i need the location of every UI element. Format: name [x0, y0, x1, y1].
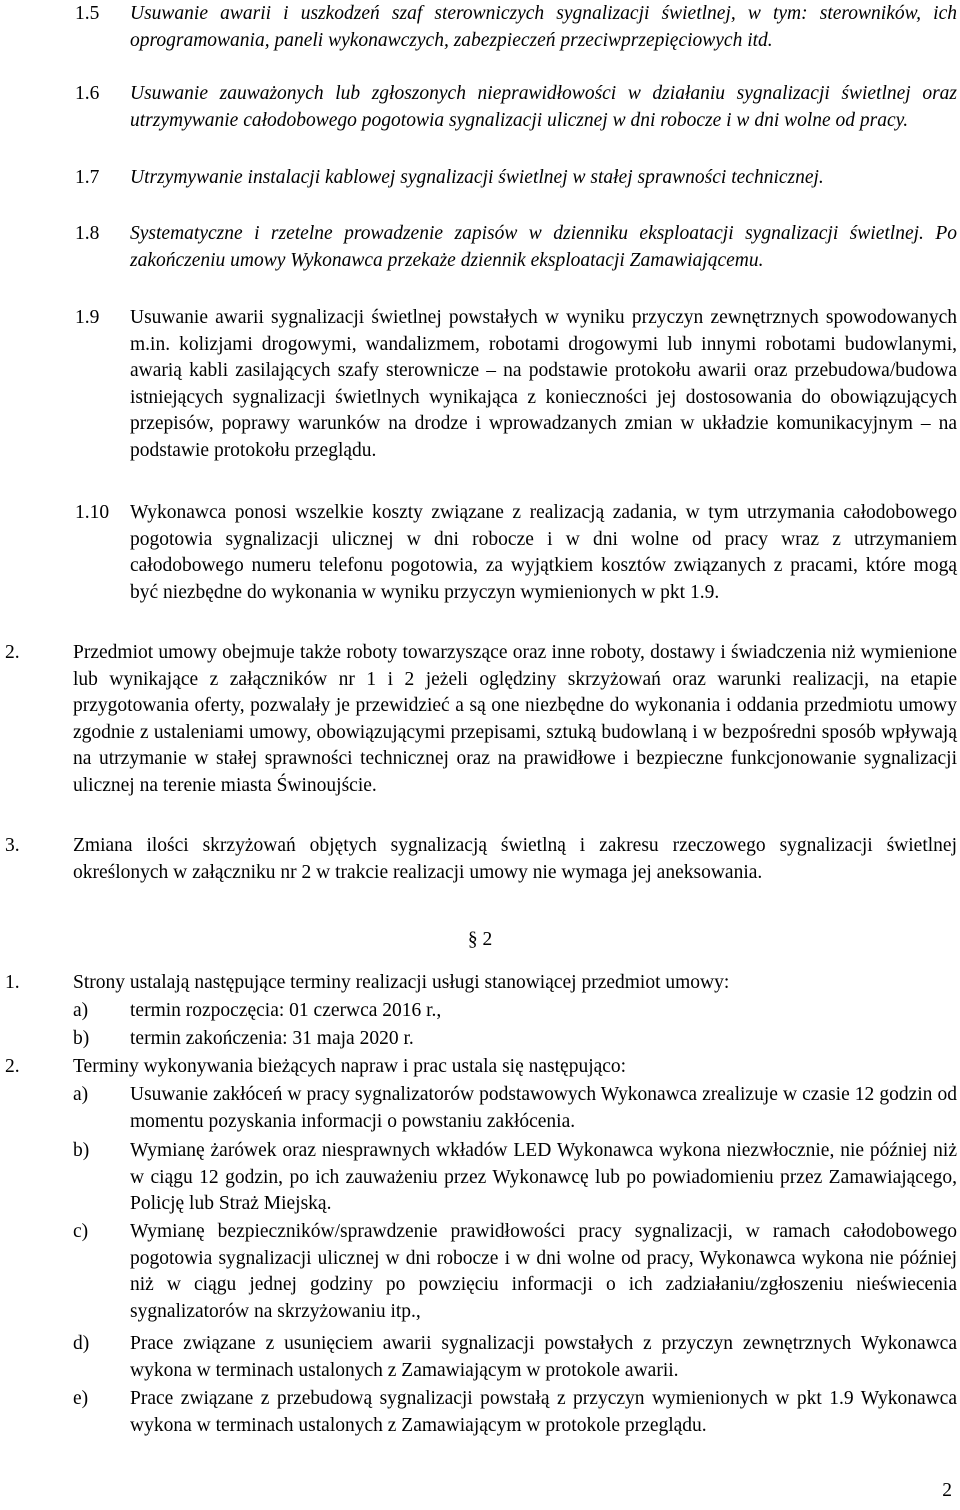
- item-text: Wymianę bezpieczników/sprawdzenie prawidłowości pracy sygnalizacji, w ramach całodobowego pogotowia sygnalizacji ulicznej w dni robocze i w dni wolne od pracy, Wykonawca wykona nie później niż w ciągu jednej godziny po powzięciu informacji o ich zadziałaniu/zgłoszeniu nieświecenia sygnalizatorów na skrzyżowaniu itp.,: [130, 1221, 957, 1322]
- paragraph-number: 2.: [5, 1056, 20, 1077]
- item-text: Wykonawca ponosi wszelkie koszty związane z realizacją zadania, w tym utrzymania całodobowego pogotowia sygnalizacji ulicznej w dni robocze i w dni wolne od pracy wraz z utrzymaniem całodobowego numeru telefonu pogotowia, za wyjątkiem kosztów związanych z pracami, które mogą być niezbędne do wykonania w wyniku przyczyn wymienionych w pkt 1.9.: [130, 502, 957, 603]
- item-number: 1.9: [75, 307, 100, 328]
- item-text: Usuwanie awarii sygnalizacji świetlnej powstałych w wyniku przyczyn zewnętrznych spowodowanych m.in. kolizjami drogowymi, wandalizmem, robotami drogowymi lub innymi robotami budowlanymi, awarią kabli zasilających szafy sterownicze – na podstawie protokołu awarii oraz przebudowa/budowa istniejących sygnalizacji świetlnych wynikająca z konieczności jej dostosowania do obowiązujących przepisów, poprawy warunków na drodze i wprowadzanych zmian w układzie komunikacyjnym – na podstawie protokołu przeglądu.: [130, 307, 957, 461]
- item-letter: c): [73, 1221, 89, 1242]
- item-letter: a): [73, 1000, 89, 1021]
- paragraph-number: 1.: [5, 972, 20, 993]
- item-text: termin zakończenia: 31 maja 2020 r.: [130, 1028, 414, 1049]
- item-letter: b): [73, 1028, 90, 1049]
- item-number: 1.6: [75, 83, 100, 104]
- item-text: Usuwanie zakłóceń w pracy sygnalizatorów podstawowych Wykonawca zrealizuje w czasie 12 godzin od momentu pozyskania informacji o powstaniu zakłócenia.: [130, 1084, 957, 1132]
- item-number: 1.5: [75, 3, 100, 24]
- item-letter: b): [73, 1140, 90, 1161]
- item-letter: a): [73, 1084, 89, 1105]
- paragraph: [5, 640, 957, 800]
- item-text: Usuwanie awarii i uszkodzeń szaf sterowniczych sygnalizacji świetlnej, w tym: sterowników, ich oprogramowania, paneli wykonawczych, zabezpieczeń przeciwprzepięciowych itd.: [130, 3, 957, 51]
- list-item: [73, 1331, 957, 1384]
- paragraph-number: 3.: [5, 835, 20, 856]
- item-text: termin rozpoczęcia: 01 czerwca 2016 r.,: [130, 1000, 442, 1021]
- item-text: Systematyczne i rzetelne prowadzenie zapisów w dzienniku eksploatacji sygnalizacji świetlnej. Po zakończeniu umowy Wykonawca przekaże dziennik eksploatacji Zamawiającemu.: [130, 223, 957, 271]
- paragraph-number: 2.: [5, 642, 20, 663]
- list-item: [73, 1082, 957, 1135]
- item-text: Utrzymywanie instalacji kablowej sygnalizacji świetlnej w stałej sprawności technicznej.: [130, 167, 824, 188]
- list-item: [75, 305, 957, 465]
- list-item: [73, 1138, 957, 1218]
- paragraph-text: Przedmiot umowy obejmuje także roboty towarzyszące oraz inne roboty, dostawy i świadczenia niż wymienione lub wynikające z załączników nr 1 i 2 jeżeli oględziny skrzyżowań oraz warunki realizacji, na etapie przygotowania oferty, pozwalały je przewidzieć a są one niezbędne do wykonania i oddania przedmiotu umowy zgodnie z ustaleniami umowy, obowiązującymi przepisami, sztuką budowlaną i w bezpośredni sposób wpływają na utrzymanie w stałej sprawności technicznej oraz na prawidłowe i bezpieczne funkcjonowanie sygnalizacji ulicznej na terenie miasta Świnoujście.: [73, 642, 957, 796]
- list-item: [73, 1386, 957, 1439]
- item-text: Usuwanie zauważonych lub zgłoszonych nieprawidłowości w działaniu sygnalizacji świetlnej oraz utrzymywanie całodobowego pogotowia sygnalizacji ulicznej w dni robocze i w dni wolne od pracy.: [130, 83, 957, 131]
- item-text: Prace związane z przebudową sygnalizacji powstałą z przyczyn wymienionych w pkt 1.9 Wykonawca wykona w terminach ustalonych z Zamawiającym w protokole przeglądu.: [130, 1388, 957, 1436]
- list-item: [75, 500, 957, 606]
- list-item: [73, 998, 957, 1025]
- paragraph-text: Terminy wykonywania bieżących napraw i prac ustala się następująco:: [73, 1056, 627, 1077]
- item-text: Prace związane z usunięciem awarii sygnalizacji powstałych z przyczyn zewnętrznych Wykonawca wykona w terminach ustalonych z Zamawiającym w protokole awarii.: [130, 1333, 957, 1381]
- paragraph-text: Strony ustalają następujące terminy realizacji usługi stanowiącej przedmiot umowy:: [73, 972, 730, 993]
- item-number: 1.7: [75, 167, 100, 188]
- list-item: [75, 221, 957, 274]
- item-letter: d): [73, 1333, 90, 1354]
- item-letter: e): [73, 1388, 89, 1409]
- section-heading: § 2: [467, 929, 493, 950]
- item-number: 1.10: [75, 502, 110, 523]
- page-number: 2: [942, 1480, 952, 1501]
- paragraph: [5, 970, 957, 997]
- list-item: [75, 165, 957, 192]
- item-text: Wymianę żarówek oraz niesprawnych wkładów LED Wykonawca wykona niezwłocznie, nie później niż w ciągu 12 godzin, po ich zauważeniu przez Wykonawcę lub po powiadomieniu przez Zamawiającego, Policję lub Straż Miejską.: [130, 1140, 957, 1215]
- list-item: [73, 1219, 957, 1325]
- paragraph: [5, 833, 957, 886]
- paragraph-text: Zmiana ilości skrzyżowań objętych sygnalizacją świetlną i zakresu rzeczowego sygnalizacji świetlnej określonych w załączniku nr 2 w trakcie realizacji umowy nie wymaga jej aneksowania.: [73, 835, 957, 883]
- paragraph: [5, 1054, 957, 1081]
- list-item: [75, 81, 957, 134]
- list-item: [73, 1026, 957, 1053]
- list-item: [75, 1, 957, 54]
- item-number: 1.8: [75, 223, 100, 244]
